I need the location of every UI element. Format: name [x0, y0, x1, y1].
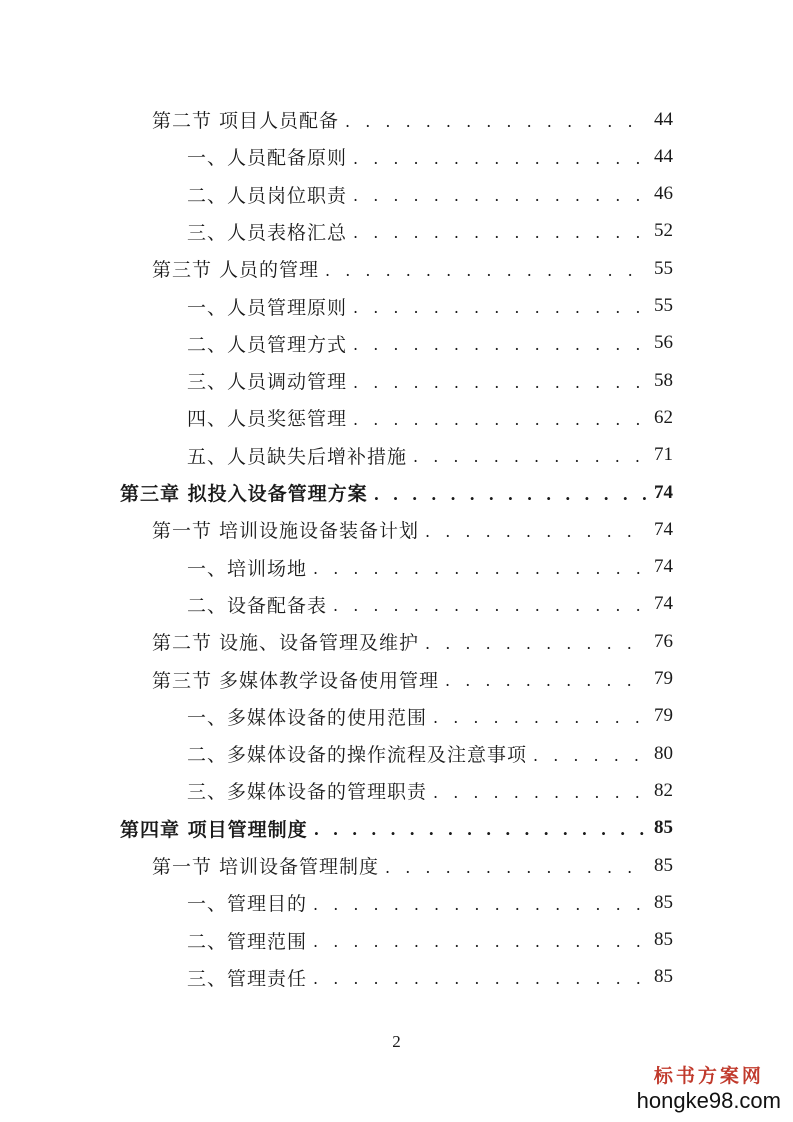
toc-title: 第二节 设施、设备管理及维护 [152, 632, 420, 655]
toc-title: 第一节 培训设备管理制度 [152, 856, 380, 878]
toc-item[interactable] [187, 362, 673, 399]
toc-item[interactable] [187, 549, 673, 586]
toc-section[interactable] [152, 250, 673, 287]
toc-title: 二、多媒体设备的操作流程及注意事项 [187, 744, 528, 767]
toc-title: 第三节 多媒体教学设备使用管理 [152, 669, 440, 692]
toc-title: 第二节 项目人员配备 [152, 110, 340, 132]
toc-item[interactable] [187, 922, 673, 959]
toc-item[interactable] [187, 176, 673, 213]
toc-item[interactable] [187, 288, 673, 325]
toc-title: 五、人员缺失后增补措施 [187, 445, 408, 468]
toc-leader-dots [425, 632, 648, 652]
toc-item[interactable] [187, 437, 673, 474]
toc-title: 三、人员调动管理 [187, 371, 348, 394]
toc-item[interactable] [187, 213, 673, 250]
toc-item[interactable] [187, 884, 673, 921]
toc-item[interactable] [187, 586, 673, 623]
toc-page-number: 56 [654, 332, 673, 354]
toc-leader-dots [353, 184, 648, 204]
toc-title: 一、多媒体设备的使用范围 [187, 706, 428, 729]
toc-page-number: 80 [654, 742, 673, 764]
toc-title: 三、管理责任 [187, 967, 308, 990]
toc-page-number: 82 [654, 779, 673, 801]
toc-page-number: 55 [654, 257, 673, 279]
toc-section[interactable] [152, 511, 673, 548]
toc-item[interactable] [187, 138, 673, 175]
toc-leader-dots [374, 483, 648, 503]
toc-title: 二、设备配备表 [187, 594, 328, 617]
toc-page-number: 46 [654, 183, 673, 205]
toc-page-number: 85 [654, 966, 673, 988]
toc-title: 二、管理范围 [187, 930, 308, 953]
toc-page-number: 85 [654, 891, 673, 913]
toc-leader-dots [313, 967, 648, 987]
toc-page-number: 52 [654, 220, 673, 242]
toc-section[interactable] [152, 847, 673, 884]
toc-leader-dots [313, 893, 648, 913]
toc-title: 一、人员配备原则 [187, 147, 348, 170]
watermark-url: hongke98.com [636, 1088, 781, 1113]
toc-page-number: 44 [654, 145, 673, 167]
toc-leader-dots [353, 221, 648, 241]
toc-page-number: 74 [654, 593, 673, 615]
toc-item[interactable] [187, 959, 673, 996]
toc-title: 一、管理目的 [187, 893, 308, 916]
toc-leader-dots [314, 818, 648, 838]
toc-title: 三、人员表格汇总 [187, 221, 348, 244]
toc-title: 一、培训场地 [187, 557, 308, 580]
toc-leader-dots [433, 781, 648, 801]
toc-title: 第一节 培训设施设备装备计划 [152, 520, 420, 543]
toc-title: 二、人员管理方式 [187, 333, 348, 356]
toc-section[interactable] [152, 623, 673, 660]
toc-leader-dots [313, 930, 648, 950]
toc-page-number: 79 [654, 705, 673, 727]
toc-page-number: 44 [654, 108, 673, 130]
toc-page-number: 76 [654, 630, 673, 652]
toc-item[interactable] [187, 399, 673, 436]
watermark-site-name: 标书方案网 [653, 1065, 764, 1087]
toc-title: 第四章 项目管理制度 [120, 818, 308, 841]
toc-leader-dots [345, 110, 648, 130]
toc-leader-dots [353, 408, 648, 428]
toc-section[interactable] [152, 101, 673, 138]
toc-page-number: 85 [654, 817, 673, 839]
toc-page-number: 79 [654, 668, 673, 689]
toc-leader-dots [333, 594, 648, 614]
toc-leader-dots [425, 520, 648, 540]
toc-page-number: 55 [654, 295, 673, 316]
toc-page-number: 71 [654, 444, 673, 466]
toc-title: 第三章 拟投入设备管理方案 [120, 483, 368, 505]
toc-leader-dots [313, 557, 648, 577]
toc-leader-dots [533, 744, 648, 764]
toc-page-number: 74 [654, 518, 673, 540]
toc-title: 第三节 人员的管理 [152, 259, 320, 282]
toc-section[interactable] [152, 661, 673, 698]
toc-page-number: 74 [654, 481, 673, 503]
toc-chapter[interactable] [120, 810, 673, 847]
toc-item[interactable] [187, 735, 673, 772]
toc-leader-dots [353, 147, 648, 167]
toc-leader-dots [353, 296, 648, 316]
toc-leader-dots [445, 669, 648, 689]
toc-page-number: 74 [654, 556, 673, 578]
toc-page-number: 58 [654, 369, 673, 391]
toc-leader-dots [385, 856, 648, 876]
toc-item[interactable] [187, 772, 673, 809]
toc-title: 一、人员管理原则 [187, 296, 348, 319]
page-number: 2 [392, 1032, 401, 1051]
toc-leader-dots [325, 259, 648, 279]
toc-page-number: 85 [654, 929, 673, 951]
toc-page-number: 85 [654, 854, 673, 876]
watermark-logo [637, 1061, 781, 1114]
toc-leader-dots [433, 706, 648, 726]
toc-leader-dots [413, 445, 648, 465]
toc-item[interactable] [187, 325, 673, 362]
toc-leader-dots [353, 371, 648, 391]
toc-item[interactable] [187, 698, 673, 735]
toc-title: 二、人员岗位职责 [187, 184, 348, 207]
toc-page-number: 62 [654, 406, 673, 428]
toc-chapter[interactable] [120, 474, 673, 511]
toc-title: 四、人员奖惩管理 [187, 408, 348, 431]
toc-leader-dots [353, 333, 648, 353]
toc-title: 三、多媒体设备的管理职责 [187, 781, 428, 804]
